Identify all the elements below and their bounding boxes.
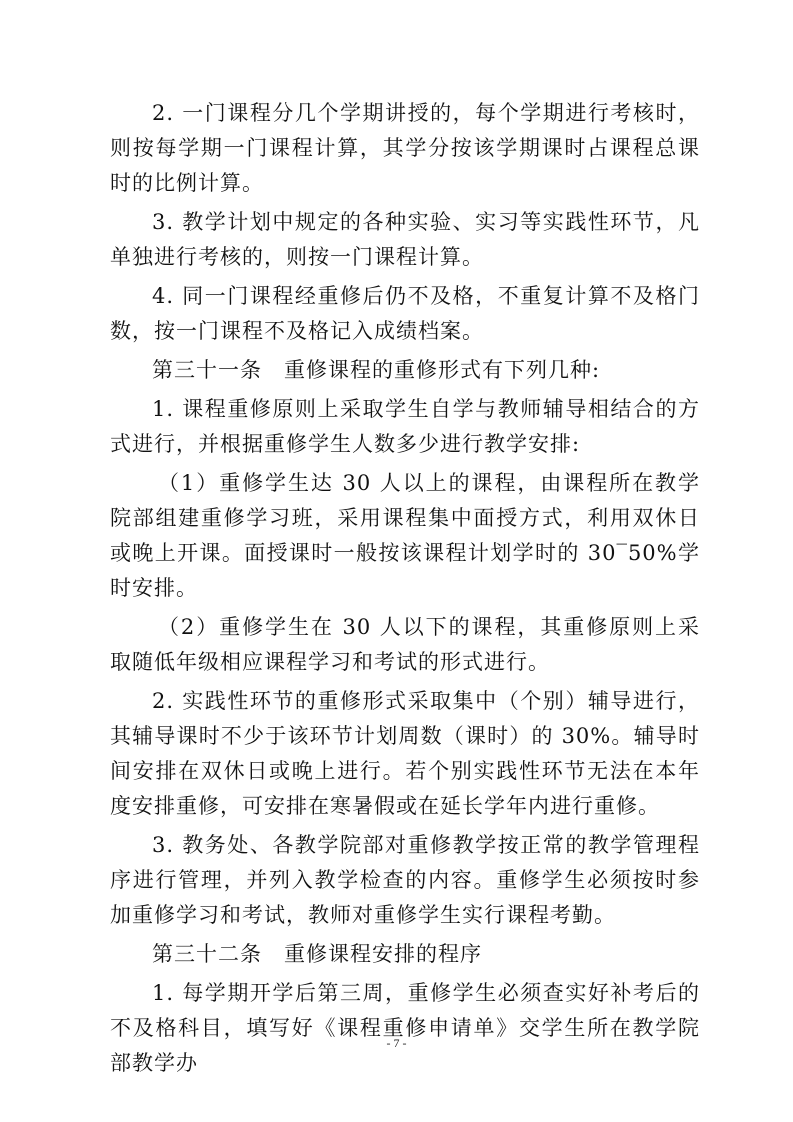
- page-number: - 7 -: [386, 1036, 407, 1050]
- article-31-heading: 第三十一条 重修课程的重修形式有下列几种:: [152, 358, 601, 382]
- document-body: [110, 96, 700, 1085]
- article-32-heading: 第三十二条 重修课程安排的程序: [152, 942, 482, 966]
- paragraph-item-2: 2. 一门课程分几个学期讲授的，每个学期进行考核时，则按每学期一门课程计算，其学分按该学期课时占课程总课时的比例计算。: [110, 101, 700, 195]
- article-31-item-3: 3. 教务处、各教学院部对重修教学按正常的教学管理程序进行管理，并列入教学检查的内容。重修学生必须按时参加重修学习和考试，教师对重修学生实行课程考勤。: [110, 833, 700, 927]
- paragraph-item-3: 3. 教学计划中规定的各种实验、实习等实践性环节，凡单独进行考核的，则按一门课程计算。: [110, 210, 700, 269]
- article-31-item-2: 2. 实践性环节的重修形式采取集中（个别）辅导进行，其辅导课时不少于该环节计划周数（课时）的 30%。辅导时间安排在双休日或晚上进行。若个别实践性环节无法在本年度安排重修，可安排在寒暑假或在延长学年内进行重修。: [110, 689, 700, 818]
- paragraph-item-4: 4. 同一门课程经重修后仍不及格，不重复计算不及格门数，按一门课程不及格记入成绩档案。: [110, 284, 700, 343]
- article-31-subitem-2: （2）重修学生在 30 人以下的课程，其重修原则上采取随低年级相应课程学习和考试的形式进行。: [110, 615, 700, 674]
- article-31-item-1: 1. 课程重修原则上采取学生自学与教师辅导相结合的方式进行，并根据重修学生人数多少进行教学安排:: [110, 397, 700, 456]
- article-32-item-1: 1. 每学期开学后第三周，重修学生必须查实好补考后的不及格科目，填写好《课程重修申请单》交学生所在教学院部教学办: [110, 981, 700, 1075]
- article-31-subitem-1: （1）重修学生达 30 人以上的课程，由课程所在教学院部组建重修学习班，采用课程集中面授方式，利用双休日或晚上开课。面授课时一般按该课程计划学时的 30‾50%学时安排。: [110, 471, 700, 600]
